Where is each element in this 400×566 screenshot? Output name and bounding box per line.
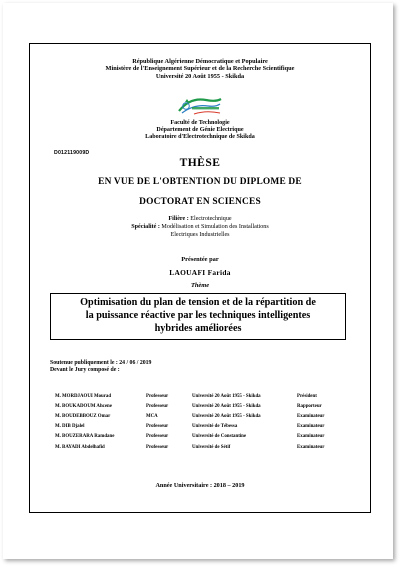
jury-name: M. MORDJAOUI Mourad — [55, 393, 112, 399]
author-name: LAOUAFI Farida — [169, 268, 231, 277]
institution-header — [30, 58, 370, 80]
jury-institution: Université de Tébessa — [192, 424, 238, 430]
page-border — [29, 43, 371, 513]
jury-role: Examinateur — [297, 444, 325, 450]
table-row — [55, 391, 337, 401]
jury-name: M. BOUKADOUM Ahcene — [55, 403, 112, 409]
jury-role: Rapporteur — [297, 403, 322, 409]
table-row — [55, 411, 337, 421]
laboratory-line: Laboratoire d'Electrotechnique de Skikda — [145, 134, 255, 141]
thesis-heading: THÈSE — [179, 157, 221, 169]
jury-role: Examinateur — [297, 413, 325, 419]
specialite-value: Modélisation et Simulation des Installations — [159, 224, 269, 230]
table-row — [55, 442, 337, 452]
filiere-label: Filière : — [168, 216, 189, 222]
jury-institution: Université de Constantine — [192, 434, 247, 440]
thesis-title-line-2: la puissance réactive par les techniques intelligentes — [85, 310, 311, 322]
jury-name: M. DIB Djalel — [55, 424, 85, 430]
obtention-line: EN VUE DE L'OBTENTION DU DIPLOME DE — [98, 177, 302, 187]
thesis-title-box — [50, 293, 346, 340]
thesis-title-line-3: hybrides améliorées — [154, 323, 242, 335]
defense-info — [50, 360, 151, 375]
jury-role: Président — [297, 393, 317, 399]
faculty-line: Faculté de Technologie — [170, 120, 230, 126]
jury-table — [55, 391, 337, 452]
specialite-block — [30, 224, 370, 239]
jury-intro: Devant le Jury composé de : — [50, 367, 120, 374]
academic-year: Année Universitaire : 2018 – 2019 — [155, 482, 245, 489]
doctorate-line: DOCTORAT EN SCIENCES — [139, 197, 261, 207]
jury-institution: Université de Sétif — [192, 444, 231, 450]
jury-grade: Professeur — [146, 444, 169, 450]
jury-grade: MCA — [146, 413, 158, 419]
department-line: Département de Génie Electrique — [156, 127, 244, 134]
specialite-label: Spécialité : — [131, 224, 160, 230]
jury-grade: Professeur — [146, 424, 169, 430]
table-row — [55, 401, 337, 411]
table-row — [55, 432, 337, 442]
theme-label: Thème — [190, 282, 210, 289]
university-line: Université 20 Août 1955 - Skikda — [155, 72, 245, 80]
defense-date: Soutenue publiquement le : 24 / 06 / 2019 — [50, 360, 152, 366]
presented-by: Présentée par — [181, 256, 219, 263]
jury-role: Examinateur — [297, 434, 325, 440]
jury-role: Examinateur — [297, 424, 325, 430]
filiere-line — [30, 216, 370, 224]
jury-name: M. BAYADI Abdelhafid — [55, 444, 105, 450]
jury-institution: Université 20 Août 1955 - Skikda — [192, 393, 261, 399]
jury-institution: Université 20 Août 1955 - Skikda — [192, 413, 261, 419]
jury-name: M. BOUZERARA Ramdane — [55, 434, 115, 440]
document-page — [3, 3, 393, 559]
table-row — [55, 422, 337, 432]
republic-line: République Algérienne Démocratique et Populaire — [132, 58, 268, 65]
thesis-title-line-1: Optimisation du plan de tension et de la répartition de — [80, 297, 316, 308]
jury-grade: Professeur — [146, 393, 169, 399]
faculty-block — [30, 120, 370, 142]
thesis-code: D012119009D — [54, 150, 90, 156]
jury-grade: Professeur — [146, 403, 169, 409]
jury-grade: Professeur — [146, 434, 169, 440]
jury-institution: Université 20 Août 1955 - Skikda — [192, 403, 261, 409]
university-logo-icon — [176, 94, 224, 118]
ministry-line: Ministère de l'Enseignement Supérieur et de la Recherche Scientifique — [105, 65, 295, 73]
jury-name: M. BOUDEBBOUZ Omar — [55, 413, 111, 419]
filiere-value: Electrotechnique — [188, 216, 232, 222]
specialite-line-2: Electriques Industrielles — [170, 231, 230, 238]
specialite-line — [30, 224, 370, 232]
